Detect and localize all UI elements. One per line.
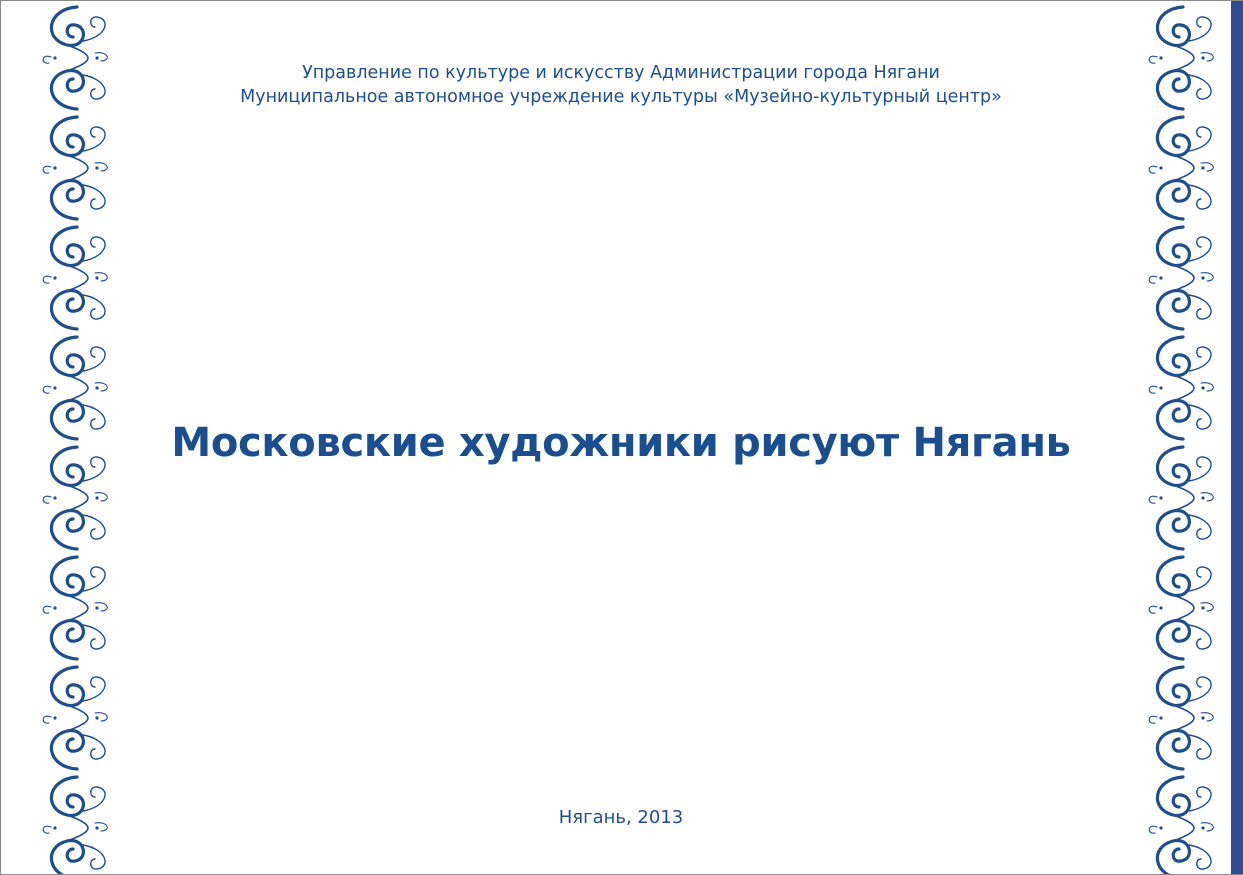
header-line-administration: Управление по культуре и искусству Администрации города Нягани <box>302 63 940 83</box>
page-title: Московские художники рисуют Нягань <box>171 420 1071 466</box>
institution-header <box>131 61 1111 109</box>
left-swirl-ornament-icon <box>37 1 117 875</box>
header-line-museum: Муниципальное автономное учреждение культуры «Музейно-культурный центр» <box>240 87 1002 107</box>
right-swirl-ornament-icon <box>1143 1 1223 875</box>
right-edge-band <box>1231 1 1243 875</box>
place-and-year: Нягань, 2013 <box>558 807 684 828</box>
